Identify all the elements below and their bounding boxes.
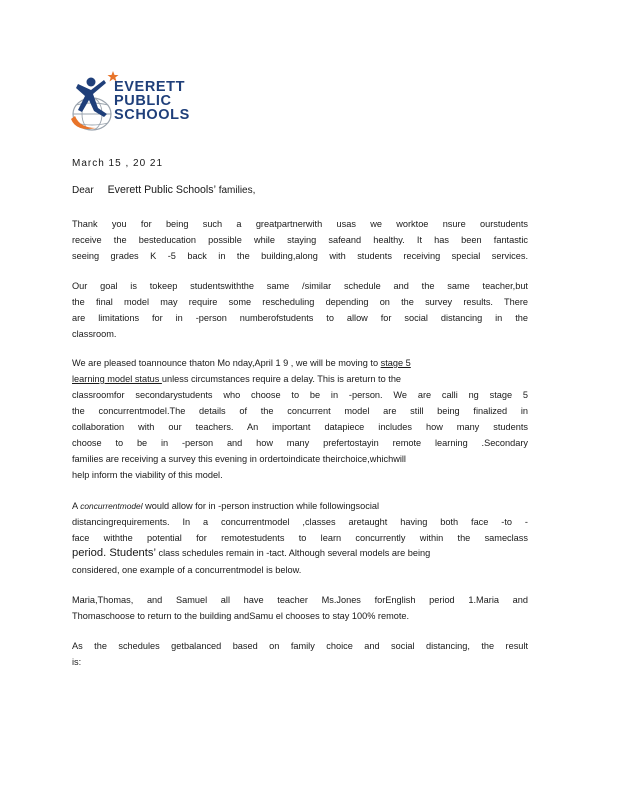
paragraph-6-line-2: is: — [72, 657, 82, 667]
logo-line-everett: EVERETT — [114, 79, 186, 95]
paragraph-6-line-1: As the schedules getbalanced based on family choice and social distancing, the result — [72, 641, 528, 651]
paragraph-3-line-6: choose to be in -person and how many prefertostayin remote learning .Secondary — [72, 438, 528, 448]
logo-line-schools: SCHOOLS — [114, 107, 190, 123]
paragraph-2-line-1: Our goal is tokeep studentswiththe same /similar schedule and the same teacher,but — [72, 281, 528, 291]
paragraph-2-line-2: the final model may require some rescheduling depending on the survey results. There — [72, 297, 528, 307]
salutation-rest: families, — [218, 185, 256, 196]
paragraph-3-line-7: families are receiving a survey this evening in ordertoindicate theirchoice,whichwill — [72, 454, 406, 464]
paragraph-2-line-4: classroom. — [72, 329, 117, 339]
paragraph-1-line-3: seeing grades K -5 back in the building,along with students receiving special services. — [72, 251, 528, 261]
paragraph-5-line-1: Maria,Thomas, and Samuel all have teacher Ms.Jones forEnglish period 1.Maria and — [72, 595, 528, 605]
paragraph-3-line-4: the concurrentmodel.The details of the concurrent model are still being finalized in — [72, 406, 528, 416]
paragraph-4-line-1-text: would allow for in -person instruction while followingsocial — [145, 501, 380, 511]
concurrent-model-term: concurrentmodel — [80, 501, 143, 511]
paragraph-4-line-4 — [72, 547, 430, 559]
paragraph-1-line-1: Thank you for being such a greatpartnerwith usas we worktoe nsure ourstudents — [72, 219, 528, 229]
salutation-name: Everett Public Schools’ — [107, 184, 216, 196]
salutation — [72, 184, 255, 197]
paragraph-4-article: A — [72, 501, 78, 511]
paragraph-3-line-5: collaboration with our teachers. An important datapiece includes how many students — [72, 422, 528, 432]
paragraph-3-line-2-text: unless circumstances require a delay. This is areturn to the — [161, 374, 402, 384]
period-students-text: period. Students’ — [72, 547, 156, 559]
paragraph-3-line-3: classroomfor secondarystudents who choose to be in -person. We are calli ng stage 5 — [72, 390, 528, 400]
stage-5-link-part-2: learning model status — [72, 374, 162, 384]
paragraph-1-line-2: receive the besteducation possible while staying safeand healthy. It has been fantastic — [72, 235, 528, 245]
paragraph-3-line-8: help inform the viability of this model. — [72, 470, 223, 480]
paragraph-5-line-2: Thomaschoose to return to the building andSamu el chooses to stay 100% remote. — [72, 611, 410, 621]
paragraph-4-line-5: considered, one example of a concurrentmodel is below. — [72, 565, 302, 575]
paragraph-2-line-3: are limitations for in -person numberofstudents to allow for social distancing in the — [72, 313, 528, 323]
paragraph-3-line-2 — [72, 373, 528, 385]
salutation-dear: Dear — [72, 185, 94, 196]
district-logo — [70, 70, 220, 136]
paragraph-3-line-1 — [72, 357, 528, 369]
runner-globe-star-icon — [70, 70, 120, 136]
paragraph-3-line-1-text: We are pleased toannounce thaton Mo nday,April 1 9 , we will be moving to — [72, 358, 381, 368]
logo-line-public: PUBLIC — [114, 93, 172, 109]
paragraph-4-line-2: distancingrequirements. In a concurrentmodel ,classes aretaught having both face -to - — [72, 517, 528, 527]
district-name — [114, 80, 190, 122]
paragraph-4-line-3: face withthe potential for remotestudents to learn concurrently within the sameclass — [72, 533, 528, 543]
letter-date: March 15 , 20 21 — [72, 158, 164, 169]
stage-5-link-part-1: stage 5 — [380, 358, 411, 368]
paragraph-4-line-1 — [72, 500, 379, 512]
paragraph-4-line-4-text: class schedules remain in -tact. Although several models are being — [158, 548, 431, 558]
